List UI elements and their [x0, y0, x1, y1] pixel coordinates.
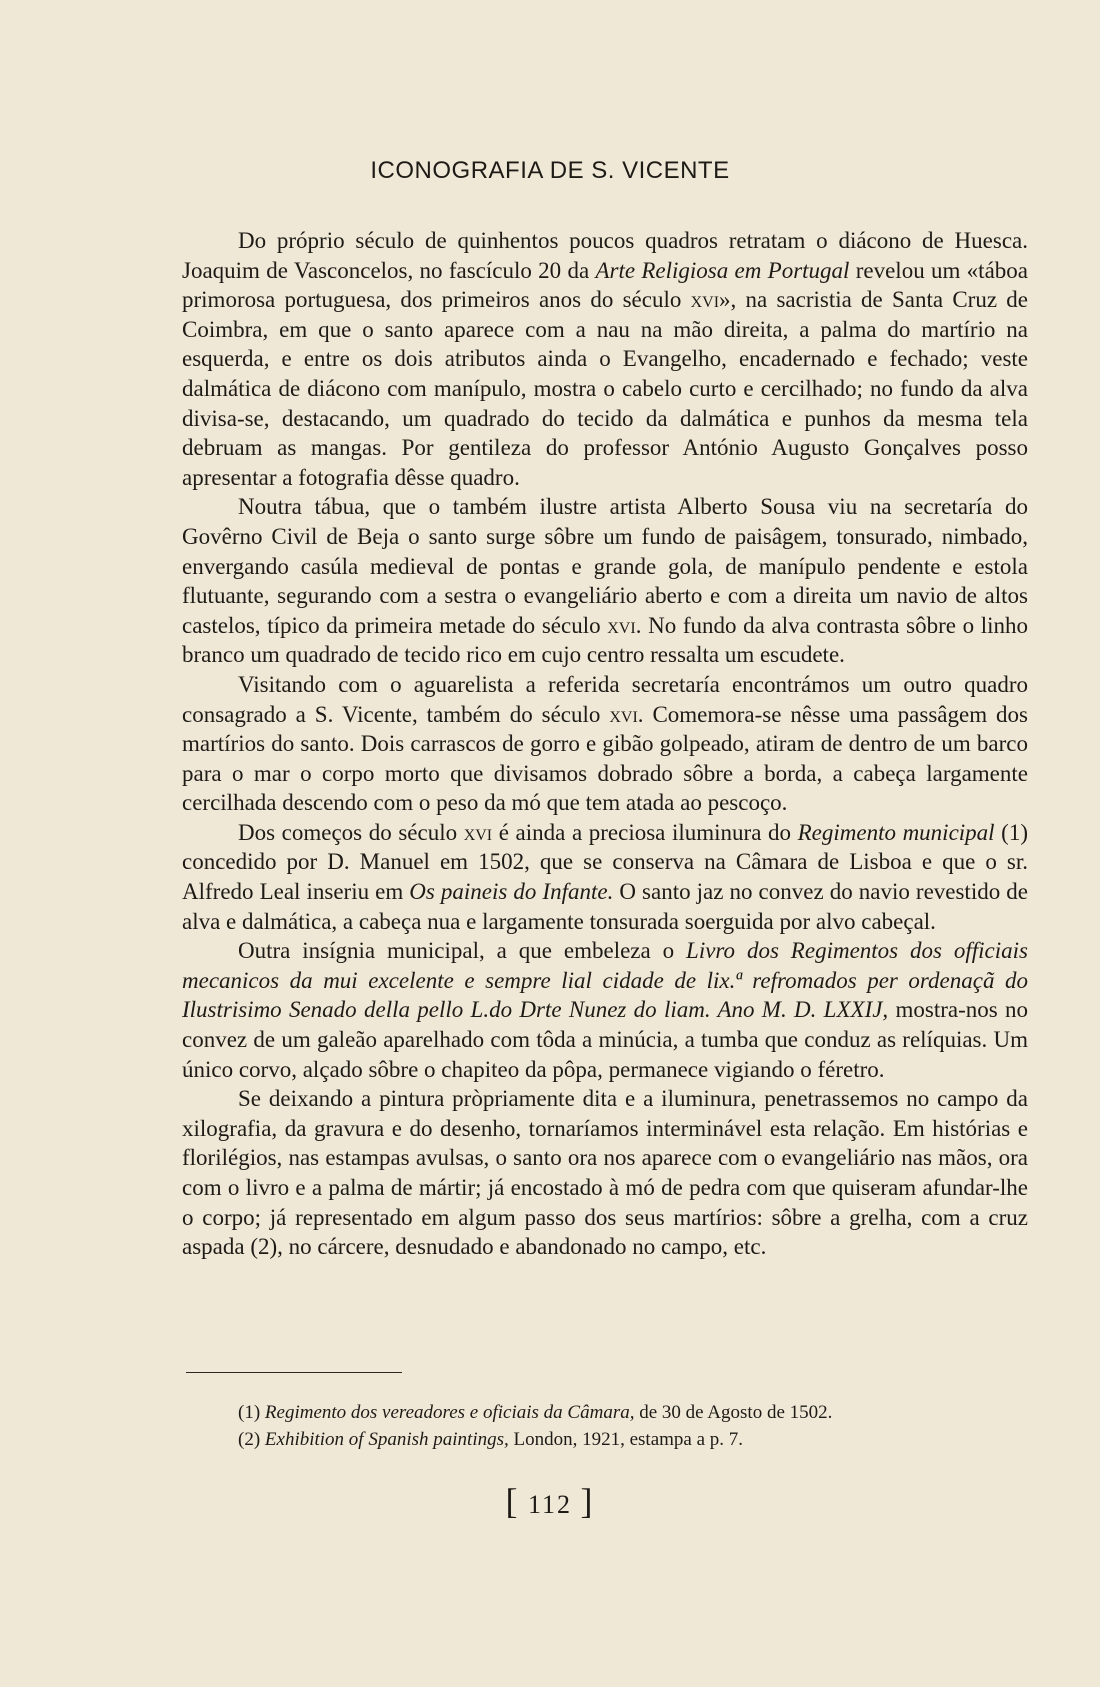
italic-text: Regimento dos vereadores e oficiais da Câmara, — [264, 1402, 635, 1423]
text-run: London, 1921, estampa a p. 7. — [508, 1429, 744, 1450]
text-run: . No fundo da alva contrasta sôbre o linho branco um quadrado de tecido rico em cujo centro ressalta um escudete. — [182, 612, 1029, 668]
italic-text: Regimento municipal — [797, 819, 995, 845]
text-run: Se deixando a pintura pròpriamente dita e a iluminura, penetrassemos no campo da xilografia, da gravura e do desenho, tornaríamos interminável esta relação. Em histórias e florilégios, nas estampas avulsas, o santo ora nos aparece com o evangeliário nas mãos, ora com o livro e a palma de mártir; já encostado à mó de pedra com que quiseram afundar-lhe o corpo; já representado em algum passo dos seus martírios: sôbre a grelha, com a cruz aspada (2), no cárcere, desnudado e abandonado no campo, etc. — [182, 1086, 1028, 1260]
text-run: (1) concedido por D. Manuel em 1502, que se conserva na Câmara de Lisboa e que o sr. Alfredo Leal inseriu em — [182, 819, 1028, 905]
text-run: é ainda a preciosa iluminura do — [492, 819, 798, 845]
paragraph — [182, 492, 1028, 670]
paragraph — [182, 818, 1028, 936]
text-run: . Comemora-se nêsse uma passâgem dos martírios do santo. Dois carrascos de gorro e gibão golpeado, atiram de dentro de um barco para o mar o corpo morto que divisamos dobrado sôbre a borda, a cabeça largamente cercilhada descendo com o peso da mó que tem atada ao pescoço. — [182, 701, 1028, 816]
footnote-1 — [238, 1399, 1038, 1426]
text-run: Outra insígnia municipal, a que embeleza o — [238, 938, 687, 964]
paragraph — [182, 670, 1028, 818]
italic-text: Arte Religiosa em Portugal — [595, 257, 850, 283]
text-run: xvi — [609, 701, 638, 727]
body-text — [182, 226, 1028, 1262]
text-run: revelou um «táboa primorosa portuguesa, dos primeiros anos do século — [182, 257, 1028, 313]
text-run: de 30 de Agosto de 1502. — [634, 1402, 833, 1423]
italic-text: Os paineis do Infante. — [409, 879, 614, 905]
text-run: Visitando com o aguarelista a referida secretaría encontrámos um outro quadro consagrado a S. Vicente, também do século — [182, 671, 1028, 727]
text-run: xvi — [463, 819, 493, 845]
text-run: xvi — [607, 612, 636, 638]
text-run: mostra-nos no convez de um galeão aparelhado com tôda a minúcia, a tumba que conduz as relíquias. Um único corvo, alçado sôbre o chapiteo da pôpa, permanece vigiando o féretro. — [182, 997, 1028, 1082]
text-run: Dos começos do século — [238, 819, 464, 845]
text-run: Do próprio século de quinhentos poucos quadros retratam o diácono de Huesca. Joaquim de Vasconcelos, no fascículo 20 da — [182, 228, 1028, 283]
paragraph — [182, 226, 1028, 492]
text-run: », na sacristia de Santa Cruz de Coimbra, em que o santo aparece com a nau na mão direita, a palma do martírio na esquerda, e entre os dois atributos ainda o Evangelho, encadernado e fechado; veste dalmática de diácono com manípulo, mostra o cabelo curto e cercilhado; no fundo da alva divisa-se, destacando, um quadrado do tecido da dalmática e punhos da mesma tela debruam as mangas. Por gentileza do professor António Augusto Gonçalves posso apresentar a fotografia dêsse quadro. — [182, 287, 1028, 490]
page-number-open-bracket: [ — [505, 1481, 520, 1521]
page-number-value: 112 — [527, 1490, 573, 1519]
paragraph — [182, 936, 1028, 1084]
paragraph — [182, 1084, 1028, 1262]
italic-text: Livro dos Regimentos dos officiais mecanicos da mui excelente e sempre lial cidade de lix.ª refromados per ordenaçã do Ilustrisimo Senado della pello L.do Drte Nunez do liam. Ano M. D. LXXIJ, — [182, 938, 1028, 1023]
running-header: ICONOGRAFIA DE S. VICENTE — [370, 157, 730, 184]
footnote-divider — [186, 1372, 402, 1373]
text-run: (1) — [238, 1402, 265, 1423]
footnotes — [238, 1399, 1038, 1453]
text-run: (2) — [238, 1429, 265, 1450]
italic-text: Exhibition of Spanish paintings, — [264, 1429, 509, 1450]
text-run: Noutra tábua, que o também ilustre artista Alberto Sousa viu na secretaría do Govêrno Civil de Beja o santo surge sôbre um fundo de paisâgem, tonsurado, nimbado, envergando casúla medieval de pontas e grande gola, de manípulo pendente e estola flutuante, segurando com a sestra o evangeliário aberto e com a direita um navio de altos castelos, típico da primeira metade do século — [182, 494, 1028, 638]
text-run: xvi — [690, 287, 720, 313]
footnote-2 — [238, 1426, 1038, 1453]
text-run: O santo jaz no convez do navio revestido de alva e dalmática, a cabeça nua e largamente tonsurada soerguida por alvo cabeçal. — [182, 879, 1028, 934]
page-number — [0, 1480, 1100, 1522]
page-number-close-bracket: ] — [580, 1481, 595, 1521]
